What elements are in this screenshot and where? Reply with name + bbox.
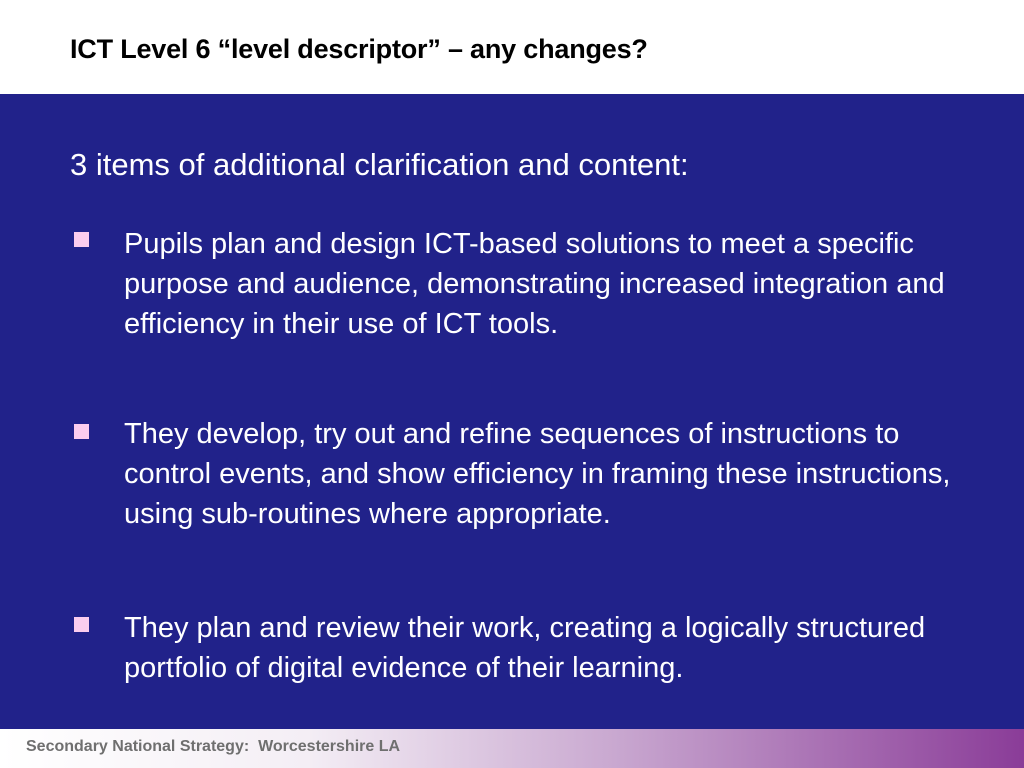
square-bullet-icon <box>74 424 89 439</box>
slide-title: ICT Level 6 “level descriptor” – any changes? <box>70 34 648 64</box>
square-bullet-icon <box>74 232 89 247</box>
intro-text: 3 items of additional clarification and content: <box>70 147 689 182</box>
title-bar <box>0 0 1024 94</box>
bullet-text: They develop, try out and refine sequences of instructions to control events, and show efficiency in framing these instructions, using sub-routines where appropriate. <box>124 418 951 530</box>
bullet-text: They plan and review their work, creating a logically structured portfolio of digital evidence of their learning. <box>124 612 926 684</box>
square-bullet-icon <box>74 617 89 632</box>
footer-text: Secondary National Strategy: Worcestershire LA <box>26 738 401 755</box>
bullet-text: Pupils plan and design ICT-based solutions to meet a specific purpose and audience, demonstrating increased integration and efficiency in their use of ICT tools. <box>124 228 945 340</box>
footer-bar <box>0 729 1024 768</box>
